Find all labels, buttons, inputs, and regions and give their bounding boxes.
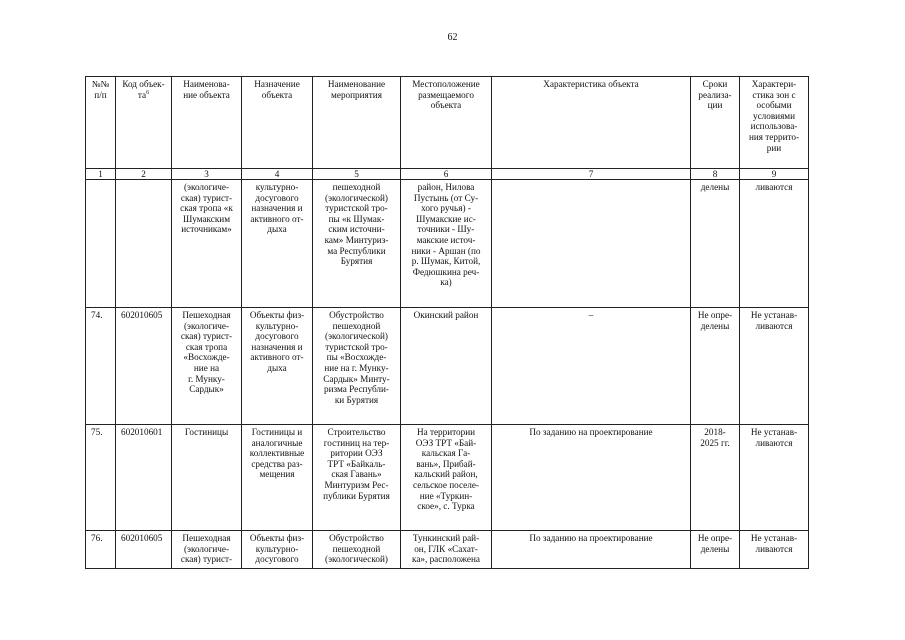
table-row <box>86 180 809 308</box>
row-location: На территории ОЭЗ ТРТ «Бай- кальская Га- вань», Прибай- кальский район, сельское поселе- ние «Туркин- ское», с. Турка <box>401 425 492 531</box>
column-number: 3 <box>172 169 242 180</box>
row-measure: Строительство гостиниц на тер- ритории ОЭЗ ТРТ «Байкаль- ская Гавань» Минтуризм Рес- публики Бурятия <box>313 425 401 531</box>
row-zones: Не устанав- ливаются <box>740 531 809 569</box>
objects-table <box>85 76 809 569</box>
footnote-marker: 6 <box>146 89 150 96</box>
row-num: 75. <box>86 425 116 531</box>
table-header-row <box>86 77 809 169</box>
row-code <box>116 180 172 308</box>
row-measure: Обустройство пешеходной (экологической) туристской тро- пы «Восхожде- ние на г. Мунку- Сардык» Минту- ризма Республи- ки Бурятия <box>313 308 401 425</box>
row-location: Тункинский рай- он, ГЛК «Сахат- ка», расположена <box>401 531 492 569</box>
row-name: Гостиницы <box>172 425 242 531</box>
column-number: 5 <box>313 169 401 180</box>
row-terms: Не опре- делены <box>691 308 740 425</box>
page-number: 62 <box>447 32 458 43</box>
row-terms: 2018- 2025 гг. <box>691 425 740 531</box>
table-row <box>86 531 809 569</box>
table-row <box>86 308 809 425</box>
header-characteristic: Характеристика объекта <box>492 77 691 169</box>
row-characteristic <box>492 180 691 308</box>
column-number: 2 <box>116 169 172 180</box>
row-num: 74. <box>86 308 116 425</box>
header-zones: Характери- стика зон с особыми условиями использова- ния террито- рии <box>740 77 809 169</box>
column-numbering-row <box>86 169 809 180</box>
header-location: Местоположение размещаемого объекта <box>401 77 492 169</box>
row-measure: Обустройство пешеходной (экологической) <box>313 531 401 569</box>
row-location: Окинский район <box>401 308 492 425</box>
header-measure: Наименование мероприятия <box>313 77 401 169</box>
column-number: 7 <box>492 169 691 180</box>
row-name: Пешеходная (экологиче- ская) турист- <box>172 531 242 569</box>
row-terms: делены <box>691 180 740 308</box>
header-code: Код объек- $та^6$ <box>116 77 172 169</box>
row-code: 602010605 <box>116 308 172 425</box>
row-num <box>86 180 116 308</box>
header-name: Наименова- ние объекта <box>172 77 242 169</box>
header-purpose: Назначение объекта <box>242 77 313 169</box>
row-code: 602010605 <box>116 531 172 569</box>
row-characteristic: По заданию на проектирование <box>492 425 691 531</box>
row-purpose: Гостиницы и аналогичные коллективные средства раз- мещения <box>242 425 313 531</box>
header-terms: Сроки реализа- ции <box>691 77 740 169</box>
row-measure: пешеходной (экологической) туристской тро- пы «к Шумак- ским источни- кам» Минтуриз- ма Республики Бурятия <box>313 180 401 308</box>
row-characteristic: По заданию на проектирование <box>492 531 691 569</box>
column-number: 1 <box>86 169 116 180</box>
row-location: район, Нилова Пустынь (от Су- хого ручья) - Шумакские ис- точники - Шу- макские источ- ники - Аршан (по р. Шумак, Китой, Федюшкина реч- ка) <box>401 180 492 308</box>
column-number: 4 <box>242 169 313 180</box>
row-purpose: Объекты физ- культурно- досугового назначения и активного от- дыха <box>242 308 313 425</box>
table-row <box>86 425 809 531</box>
row-zones: ливаются <box>740 180 809 308</box>
header-num: №№ п/п <box>86 77 116 169</box>
row-terms: Не опре- делены <box>691 531 740 569</box>
column-number: 9 <box>740 169 809 180</box>
row-code: 602010601 <box>116 425 172 531</box>
row-purpose: Объекты физ- культурно- досугового <box>242 531 313 569</box>
row-zones: Не устанав- ливаются <box>740 425 809 531</box>
row-zones: Не устанав- ливаются <box>740 308 809 425</box>
row-name: (экологиче- ская) турист- ская тропа «к Шумакским источникам» <box>172 180 242 308</box>
column-number: 6 <box>401 169 492 180</box>
row-purpose: культурно- досугового назначения и активного от- дыха <box>242 180 313 308</box>
column-number: 8 <box>691 169 740 180</box>
row-name: Пешеходная (экологиче- ская) турист- ская тропа «Восхожде- ние на г. Мунку- Сардык» <box>172 308 242 425</box>
row-characteristic: – <box>492 308 691 425</box>
row-num: 76. <box>86 531 116 569</box>
